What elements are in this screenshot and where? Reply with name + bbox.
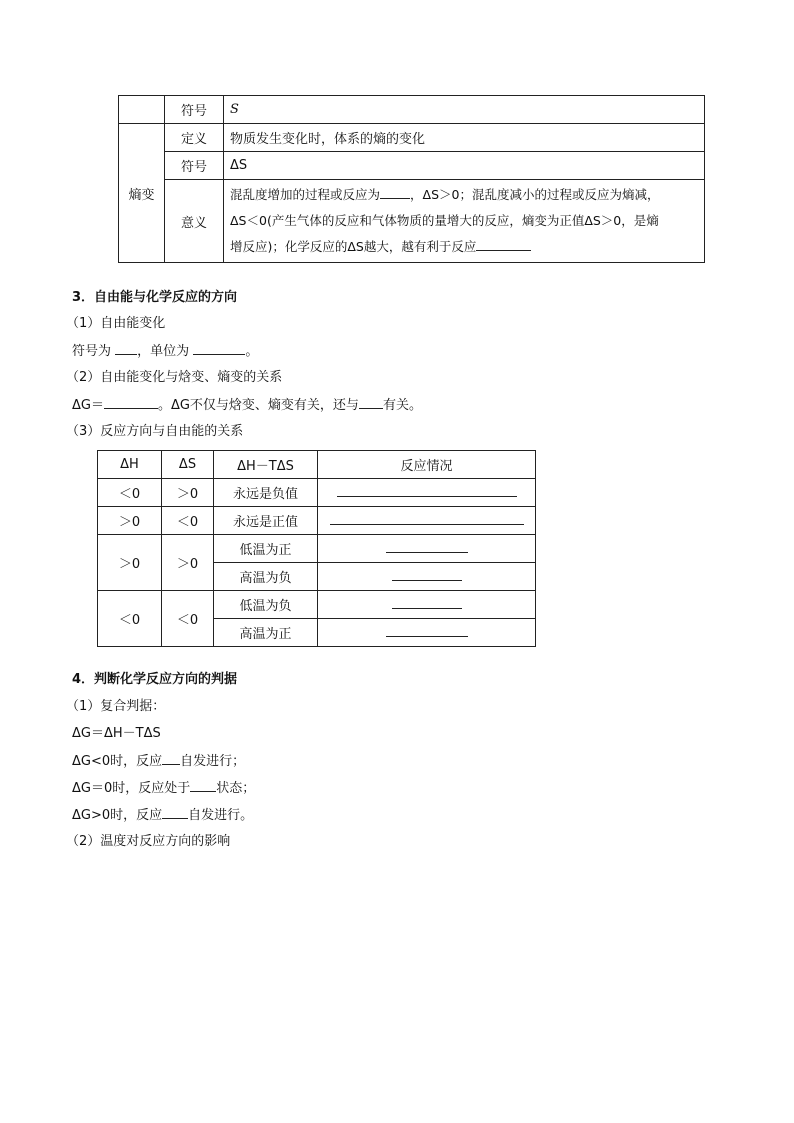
meaning-line1-b: ，ΔS＞0；混乱度减小的过程或反应为熵减， [410,187,660,202]
header-dh: ΔH [98,451,162,479]
meaning-label: 意义 [165,180,224,263]
symbol-s-value: S [230,102,239,117]
row2-dh: ＞0 [98,507,162,535]
section4-sub1: （1）复合判据： [66,699,166,714]
row2-cond: 永远是正值 [214,507,318,535]
symbol-ds-value: ΔS [230,158,248,173]
section3-sub3: （3）反应方向与自由能的关系 [66,424,244,439]
row4b-blank [386,624,468,637]
row3b-blank [392,568,462,581]
definition-label: 定义 [165,124,224,152]
header-ds: ΔS [162,451,214,479]
row3a-blank-cell [318,535,536,563]
row4-dh: ＜0 [98,591,162,647]
row3b-blank-cell [318,563,536,591]
section4-line2: ΔG＝0时，反应处于 状态； [72,781,256,796]
section3-heading: 3．自由能与化学反应的方向 [72,290,238,305]
row2-ds: ＜0 [162,507,214,535]
blank-state [190,779,216,792]
blank-relate [359,396,383,409]
row1-dh: ＜0 [98,479,162,507]
meaning-line2: ΔS＜0(产生气体的反应和气体物质的量增大的反应，熵变为正值ΔS＞0，是熵 [230,213,659,228]
row1-ds: ＞0 [162,479,214,507]
meaning-line1-a: 混乱度增加的过程或反应为 [230,187,381,202]
row4b-blank-cell [318,619,536,647]
meaning-blank-1 [380,186,410,199]
section4-sub2: （2）温度对反应方向的影响 [66,834,231,849]
section4-line1: ΔG<0时，反应 自发进行； [72,754,246,769]
row4-ds: ＜0 [162,591,214,647]
definition-value: 物质发生变化时，体系的熵的变化 [224,124,705,152]
row2-blank-cell [318,507,536,535]
row3-cond-a: 低温为正 [214,535,318,563]
blank-dg [104,396,158,409]
blank-symbol [115,342,137,355]
blank-unit [193,342,245,355]
entropy-table [118,95,705,263]
blank-spontaneous-1 [162,752,180,765]
row1-cond: 永远是负值 [214,479,318,507]
row3-ds: ＞0 [162,535,214,591]
section4-heading: 4．判断化学反应方向的判据 [72,672,238,687]
row1-blank [337,484,517,497]
row2-blank [330,512,524,525]
header-situation: 反应情况 [318,451,536,479]
section4-line3: ΔG>0时，反应 自发进行。 [72,808,254,823]
row3-dh: ＞0 [98,535,162,591]
entropy-blank-cell [119,96,165,124]
section3-sub1: （1）自由能变化 [66,316,166,331]
row3-cond-b: 高温为负 [214,563,318,591]
meaning-blank-2 [476,238,531,251]
row4a-blank-cell [318,591,536,619]
blank-spontaneous-2 [162,806,188,819]
section3-line1: 符号为 ，单位为 。 [72,344,259,359]
row4a-blank [392,596,462,609]
meaning-cell [224,180,705,263]
gibbs-table [97,450,536,647]
section4-formula: ΔG＝ΔH－TΔS [72,726,161,741]
row1-blank-cell [318,479,536,507]
section3-line2: ΔG＝ 。ΔG不仅与焓变、熵变有关，还与 有关。 [72,398,422,413]
row4-cond-a: 低温为负 [214,591,318,619]
row4-cond-b: 高温为正 [214,619,318,647]
header-dh-tds: ΔH－TΔS [214,451,318,479]
row3a-blank [386,540,468,553]
section3-sub2: （2）自由能变化与焓变、熵变的关系 [66,370,283,385]
entropy-change-label: 熵变 [119,124,165,263]
symbol-s-label: 符号 [165,96,224,124]
meaning-line3: 增反应)；化学反应的ΔS越大，越有利于反应 [230,239,477,254]
symbol-ds-label: 符号 [165,152,224,180]
